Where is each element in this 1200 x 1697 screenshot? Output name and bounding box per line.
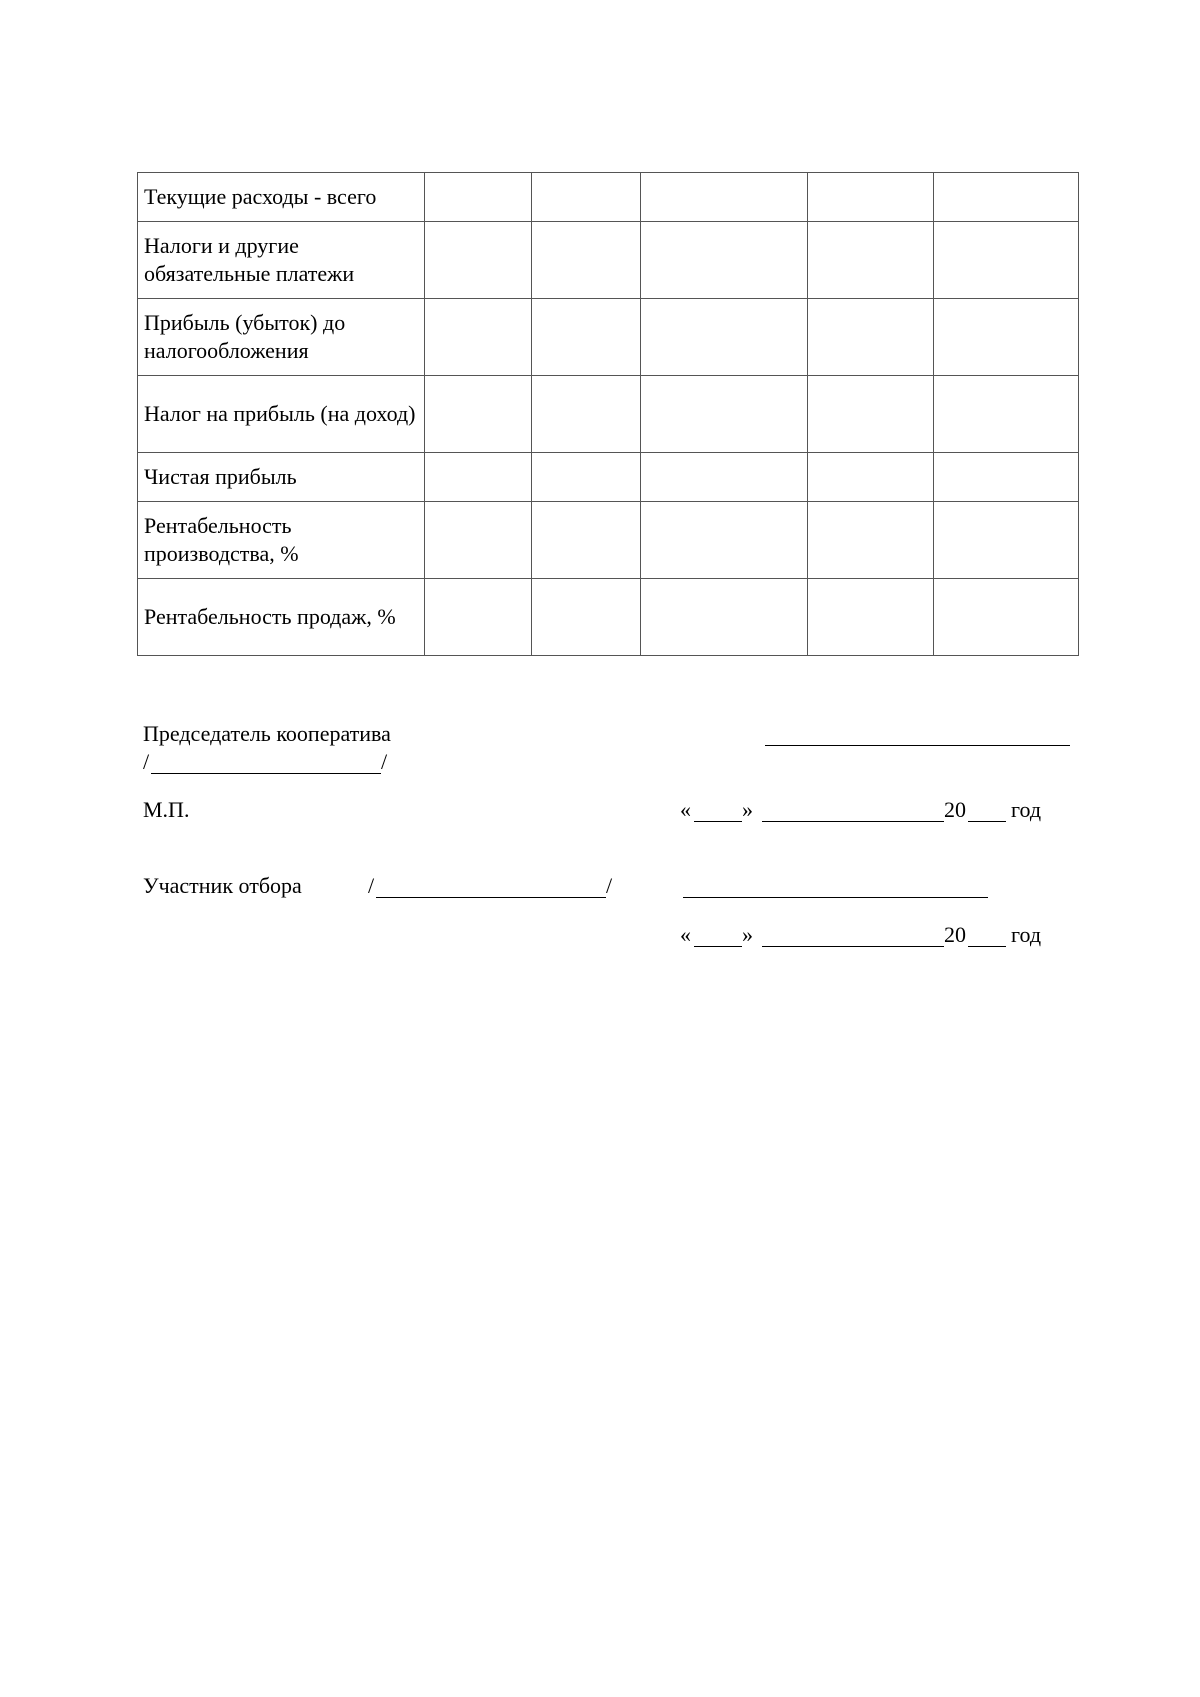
table-cell [808,502,934,579]
date-month-line [762,821,944,822]
table-cell [808,376,934,453]
table-cell [934,453,1079,502]
table-row [138,453,1079,502]
table-cell [641,173,808,222]
participant-name-line [376,897,606,898]
row-label: Текущие расходы - всего [138,173,425,222]
table-cell [425,376,532,453]
date2-quote-open: « [680,922,691,947]
row-label: Налоги и другие обязательные платежи [138,222,425,299]
table-cell [532,453,641,502]
report-table [137,172,1079,656]
table-cell [934,222,1079,299]
table-cell [808,173,934,222]
date-quote-open: « [680,797,691,822]
table-cell [532,173,641,222]
table-cell [934,173,1079,222]
date2-day-line [694,946,742,947]
table-row [138,222,1079,299]
row-label: Рентабельность производства, % [138,502,425,579]
table-cell [641,579,808,656]
table-cell [532,502,641,579]
table-row [138,376,1079,453]
date2-year-line [968,946,1006,947]
row-label: Рентабельность продаж, % [138,579,425,656]
table-cell [934,299,1079,376]
date2-quote-close: » [742,922,753,947]
table-cell [934,579,1079,656]
table-cell [808,453,934,502]
chairman-label: Председатель кооператива [143,721,391,746]
participant-label: Участник отбора [143,873,302,898]
date-year-line [968,821,1006,822]
table-cell [934,376,1079,453]
table-cell [425,299,532,376]
table-cell [532,376,641,453]
date2-year-prefix: 20 [944,922,966,947]
table-cell [532,222,641,299]
table-cell [425,222,532,299]
date-year-prefix: 20 [944,797,966,822]
chairman-name-line [151,773,381,774]
table-cell [808,222,934,299]
table-cell [641,299,808,376]
chairman-slash-close: / [381,749,388,774]
chairman-signature-line [765,745,1070,746]
table-cell [425,173,532,222]
table-cell [808,579,934,656]
table-cell [425,579,532,656]
row-label: Прибыль (убыток) до налогообложения [138,299,425,376]
date-day-line [694,821,742,822]
table-cell [532,579,641,656]
participant-signature-line [683,897,988,898]
participant-slash-open: / [368,873,375,898]
table-cell [641,453,808,502]
table-cell [641,222,808,299]
table-row [138,579,1079,656]
row-label: Чистая прибыль [138,453,425,502]
table-cell [934,502,1079,579]
table-cell [641,376,808,453]
chairman-slash-open: / [143,749,150,774]
table-cell [425,453,532,502]
table-cell [532,299,641,376]
date2-month-line [762,946,944,947]
date-quote-close: » [742,797,753,822]
table-cell [641,502,808,579]
row-label: Налог на прибыль (на доход) [138,376,425,453]
table-row [138,502,1079,579]
date2-year-suffix: год [1011,922,1042,947]
table-cell [425,502,532,579]
participant-slash-close: / [606,873,613,898]
table-row [138,299,1079,376]
table-row [138,173,1079,222]
stamp-label: М.П. [143,797,190,822]
table-cell [808,299,934,376]
date-year-suffix: год [1011,797,1042,822]
